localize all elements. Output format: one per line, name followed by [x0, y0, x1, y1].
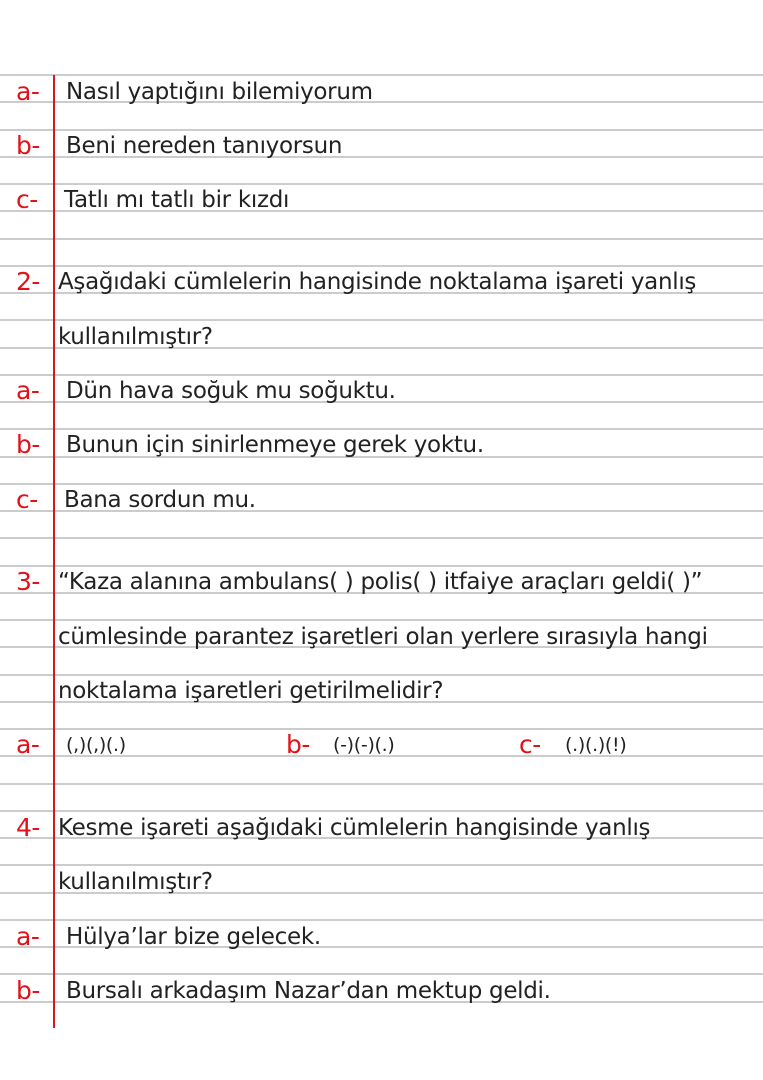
option-text: (-)(-)(.) [333, 734, 395, 756]
question-text: “Kaza alanına ambulans( ) polis( ) itfaiye araçları geldi( )” [58, 569, 703, 595]
option-row [0, 79, 763, 105]
question-row [0, 624, 763, 650]
option-label: b- [16, 131, 40, 160]
question-row [0, 324, 763, 350]
question-row [0, 678, 763, 704]
option-text: (,)(,)(.) [66, 734, 126, 756]
option-label: c- [16, 185, 38, 214]
option-text: (.)(.)(!) [565, 734, 627, 756]
option-row [0, 487, 763, 513]
question-text: Kesme işareti aşağıdaki cümlelerin hangisinde yanlış [58, 815, 651, 841]
option-label: a- [16, 730, 40, 759]
option-row [0, 924, 763, 950]
question-text: noktalama işaretleri getirilmelidir? [58, 678, 444, 704]
option-text: Tatlı mı tatlı bir kızdı [64, 187, 290, 213]
option-text: Nasıl yaptığını bilemiyorum [66, 79, 373, 105]
option-text: Bunun için sinirlenmeye gerek yoktu. [66, 432, 484, 458]
option-label: c- [519, 730, 541, 759]
option-label: a- [16, 922, 40, 951]
option-row [0, 187, 763, 213]
question-number: 4- [16, 813, 40, 842]
option-label: a- [16, 376, 40, 405]
option-label: b- [16, 976, 40, 1005]
question-number: 2- [16, 267, 40, 296]
question-text: kullanılmıştır? [58, 869, 213, 895]
option-row [0, 378, 763, 404]
option-text: Beni nereden tanıyorsun [66, 133, 343, 159]
option-label: b- [16, 430, 40, 459]
question-text: cümlesinde parantez işaretleri olan yerlere sırasıyla hangi [58, 624, 708, 650]
question-row [0, 569, 763, 595]
question-row [0, 815, 763, 841]
option-row [0, 978, 763, 1004]
option-row [0, 732, 763, 758]
option-text: Bana sordun mu. [64, 487, 256, 513]
question-number: 3- [16, 567, 40, 596]
question-text: Aşağıdaki cümlelerin hangisinde noktalama işareti yanlış [58, 269, 697, 295]
option-row [0, 432, 763, 458]
option-label: b- [286, 730, 310, 759]
option-label: a- [16, 77, 40, 106]
question-text: kullanılmıştır? [58, 324, 213, 350]
question-row [0, 269, 763, 295]
option-text: Dün hava soğuk mu soğuktu. [66, 378, 396, 404]
question-row [0, 869, 763, 895]
option-row [0, 133, 763, 159]
option-text: Bursalı arkadaşım Nazar’dan mektup geldi. [66, 978, 551, 1004]
option-label: c- [16, 485, 38, 514]
option-text: Hülya’lar bize gelecek. [66, 924, 321, 950]
